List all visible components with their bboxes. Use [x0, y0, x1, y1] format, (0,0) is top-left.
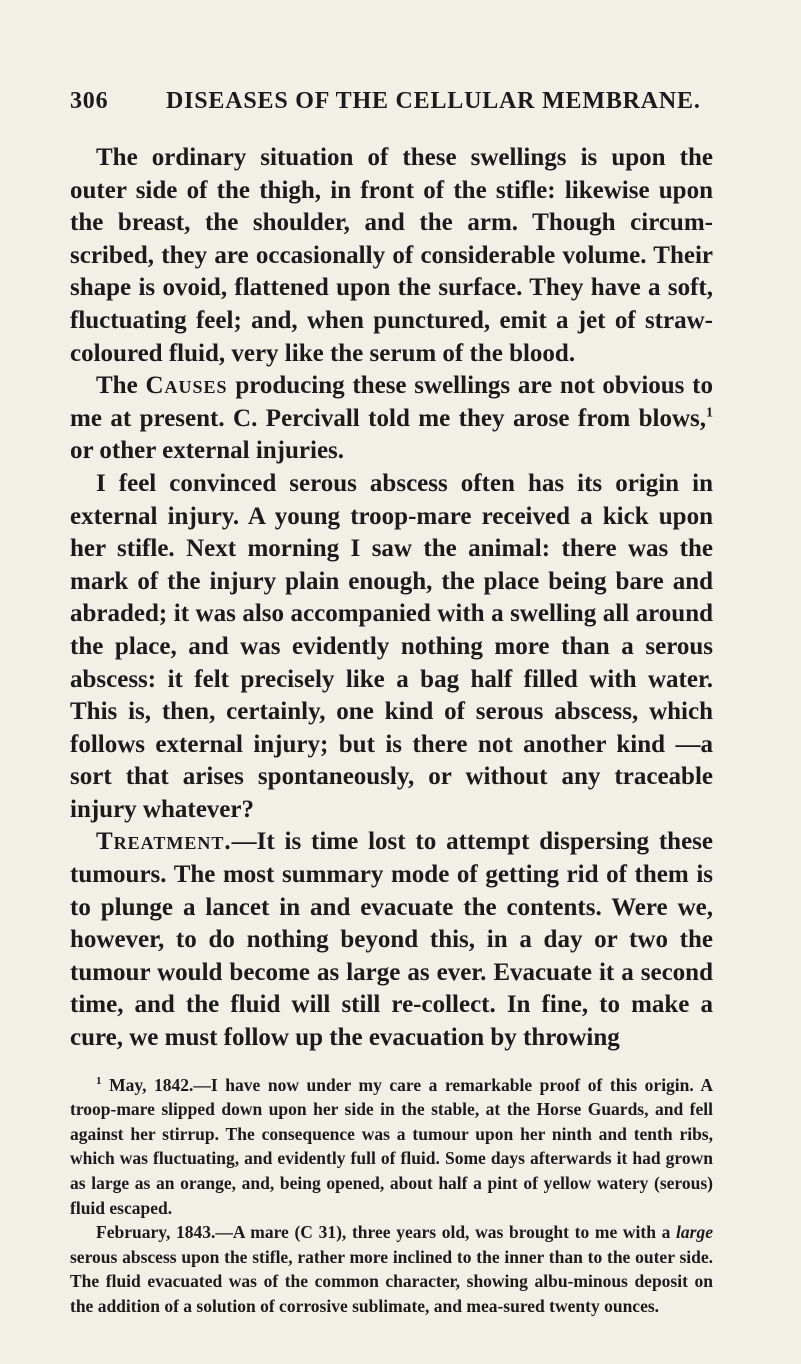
footnote-reference: 1: [706, 405, 713, 421]
footnote-2: [70, 1220, 713, 1318]
paragraph-external-injury: [70, 468, 713, 827]
paragraph-causes: [70, 370, 713, 468]
paragraph-treatment: [70, 826, 713, 1054]
body-text: [70, 142, 713, 1055]
footnote-2-emphasis: large: [676, 1222, 713, 1243]
footnote-1: [70, 1073, 713, 1221]
running-title: DISEASES OF THE CELLULAR MEMBRANE.: [166, 88, 701, 114]
footnote-marker: 1: [96, 1074, 102, 1087]
treatment-heading: Treatment.: [96, 828, 232, 856]
paragraph-situation-text: The ordinary situation of these swellings is upon the outer side of the thigh, in front of the stifle: likewise upon the breast, the shoulder, and the arm. Though circum-scribed, they are occasionally of considerable volume. Their shape is ovoid, flattened upon the surface. They have a soft, fluctuating feel; and, when punctured, emit a jet of straw-coloured fluid, very like the serum of the blood.: [70, 144, 713, 367]
footnotes: [70, 1073, 713, 1319]
causes-text: producing these swellings are not obvious to me at present. C. Percivall told me they arose from blows,: [70, 372, 713, 432]
causes-heading: Causes: [145, 372, 228, 400]
treatment-text: —It is time lost to attempt dispersing these tumours. The most summary mode of getting rid of them is to plunge a lancet in and evacuate the contents. Were we, however, to do nothing beyond this, in a day or two the tumour would become as large as ever. Evacuate it a second time, and the fluid will still re-collect. In fine, to make a cure, we must follow up the evacuation by throwing: [70, 828, 713, 1052]
running-head: [70, 88, 713, 136]
footnote-2-text-pre: February, 1843.—A mare (C 31), three years old, was brought to me with a: [96, 1222, 671, 1243]
causes-lead-word: The: [96, 372, 138, 400]
footnote-2-text-post: serous abscess upon the stifle, rather more inclined to the inner than to the outer side. The fluid evacuated was of the common character, showing albu-minous deposit on the addition of a solution of corrosive sublimate, and mea-sured twenty ounces.: [70, 1246, 713, 1316]
paragraph-situation: [70, 142, 713, 370]
page-number: 306: [70, 88, 109, 114]
footnote-1-text: May, 1842.—I have now under my care a remarkable proof of this origin. A troop-mare slipped down upon her side in the stable, at the Horse Guards, and fell against her stirrup. The consequence was a tumour upon her ninth and tenth ribs, which was fluctuating, and evidently full of fluid. Some days afterwards it had grown as large as an orange, and, being opened, about half a pint of yellow watery (serous) fluid escaped.: [70, 1074, 714, 1218]
paragraph-external-injury-text: I feel convinced serous abscess often has its origin in external injury. A young troop-mare received a kick upon her stifle. Next morning I saw the animal: there was the mark of the injury plain enough, the place being bare and abraded; it was also accompanied with a swelling all around the place, and was evidently nothing more than a serous abscess: it felt precisely like a bag half filled with water. This is, then, certainly, one kind of serous abscess, which follows external injury; but is there not another kind —a sort that arises spontaneously, or without any traceable injury whatever?: [70, 469, 713, 823]
causes-tail: or other external injuries.: [70, 437, 345, 465]
